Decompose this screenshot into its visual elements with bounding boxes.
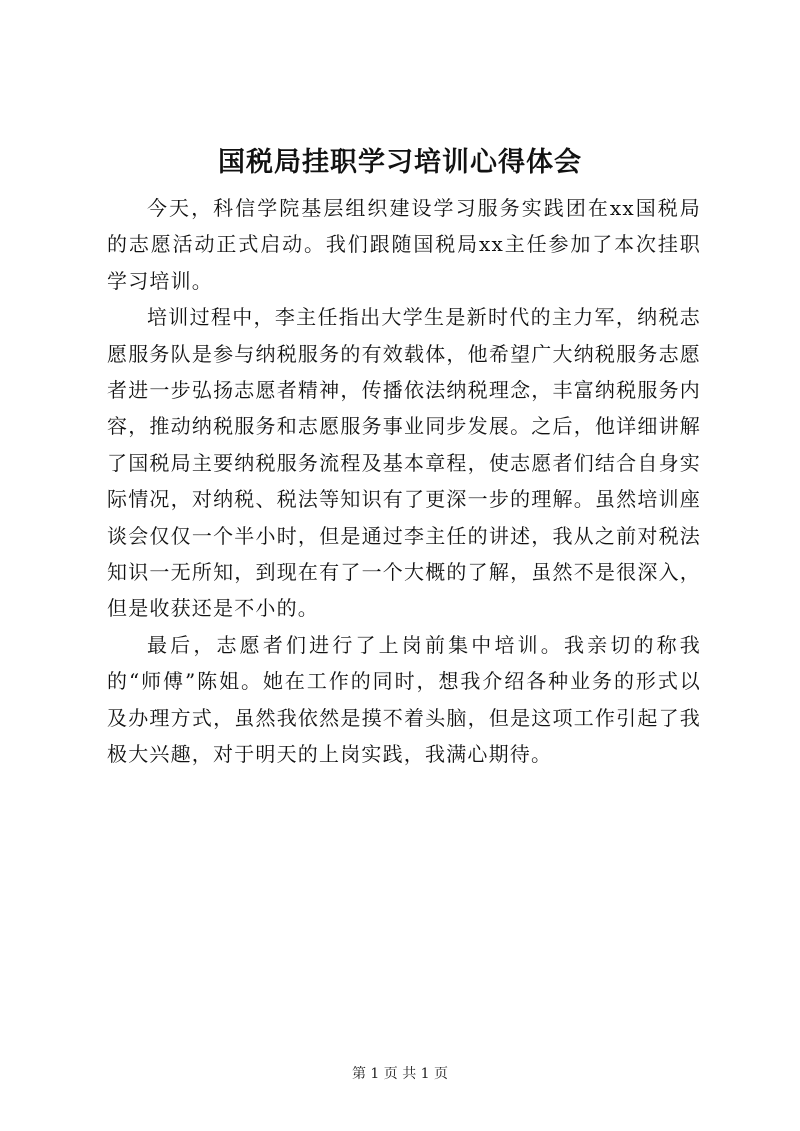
page-footer: 第 1 页 共 1 页 <box>351 1066 449 1082</box>
paragraph-1: 今天，科信学院基层组织建设学习服务实践团在xx国税局的志愿活动正式启动。我们跟随国税局xx主任参加了本次挂职学习培训。 <box>107 196 701 293</box>
paragraph-3: 最后，志愿者们进行了上岗前集中培训。我亲切的称我的“师傅”陈姐。她在工作的同时，想我介绍各种业务的形式以及办理方式，虽然我依然是摸不着头脑，但是这项工作引起了我极大兴趣，对于明天的上岗实践，我满心期待。 <box>107 632 701 767</box>
document-body <box>107 190 701 773</box>
document-title: 国税局挂职学习培训心得体会 <box>218 147 582 178</box>
paragraph-2: 培训过程中，李主任指出大学生是新时代的主力军，纳税志愿服务队是参与纳税服务的有效载体，他希望广大纳税服务志愿者进一步弘扬志愿者精神，传播依法纳税理念，丰富纳税服务内容，推动纳税服务和志愿服务事业同步发展。之后，他详细讲解了国税局主要纳税服务流程及基本章程，使志愿者们结合自身实际情况，对纳税、税法等知识有了更深一步的理解。虽然培训座谈会仅仅一个半小时，但是通过李主任的讲述，我从之前对税法知识一无所知，到现在有了一个大概的了解，虽然不是很深入，但是收获还是不小的。 <box>107 305 701 621</box>
